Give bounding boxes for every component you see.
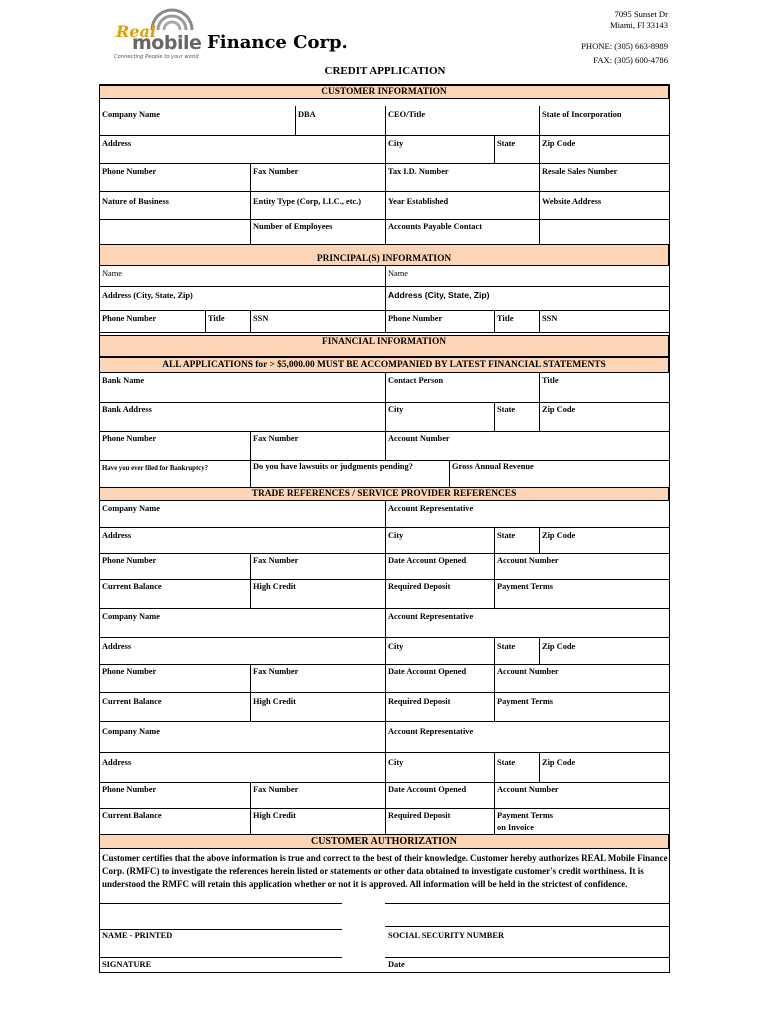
- nature-of-business-field[interactable]: Nature of Business: [102, 197, 169, 206]
- ap-contact-field[interactable]: Accounts Payable Contact: [388, 222, 482, 231]
- city-field[interactable]: City: [388, 139, 404, 148]
- phone-field[interactable]: Phone Number: [102, 167, 157, 176]
- website-field[interactable]: Website Address: [542, 197, 602, 206]
- ref2-phone[interactable]: Phone Number: [102, 667, 157, 676]
- ref3-on-invoice: on Invoice: [497, 823, 534, 832]
- tax-id-field[interactable]: Tax I.D. Number: [388, 167, 449, 176]
- principal-2-name[interactable]: Name: [388, 269, 408, 278]
- ref3-required-deposit[interactable]: Required Deposit: [388, 811, 451, 820]
- financial-notice: ALL APPLICATIONS for > $5,000.00 MUST BE ACCOMPANIED BY LATEST FINANCIAL STATEMENTS: [99, 357, 669, 373]
- ref1-payment-terms[interactable]: Payment Terms: [497, 582, 554, 591]
- ref1-address[interactable]: Address: [102, 531, 132, 540]
- ref2-account-number[interactable]: Account Number: [497, 667, 559, 676]
- logo: [112, 8, 204, 60]
- bank-zip-field[interactable]: Zip Code: [542, 405, 576, 414]
- ref1-required-deposit[interactable]: Required Deposit: [388, 582, 451, 591]
- ref1-account-number[interactable]: Account Number: [497, 556, 559, 565]
- state-of-incorporation-field[interactable]: State of Incorporation: [542, 110, 622, 119]
- ref1-fax[interactable]: Fax Number: [253, 556, 299, 565]
- zip-field[interactable]: Zip Code: [542, 139, 576, 148]
- principal-2-title[interactable]: Title: [497, 314, 514, 323]
- bank-city-field[interactable]: City: [388, 405, 404, 414]
- principal-1-address[interactable]: Address (City, State, Zip): [102, 291, 193, 300]
- company-fax: FAX: (305) 600-4786: [593, 55, 668, 65]
- ref3-city[interactable]: City: [388, 758, 404, 767]
- ref2-account-rep[interactable]: Account Representative: [388, 612, 474, 621]
- bank-address-field[interactable]: Bank Address: [102, 405, 152, 414]
- lawsuits-question[interactable]: Do you have lawsuits or judgments pending?: [253, 462, 413, 471]
- ref2-high-credit[interactable]: High Credit: [253, 697, 296, 706]
- ref2-company-name[interactable]: Company Name: [102, 612, 160, 621]
- ref2-date-opened[interactable]: Date Account Opened: [388, 667, 467, 676]
- ref1-state[interactable]: State: [497, 531, 516, 540]
- year-established-field[interactable]: Year Established: [388, 197, 449, 206]
- bank-fax-field[interactable]: Fax Number: [253, 434, 299, 443]
- bank-contact-field[interactable]: Contact Person: [388, 376, 444, 385]
- principal-1-name[interactable]: Name: [102, 269, 122, 278]
- ref3-payment-terms[interactable]: Payment Terms: [497, 811, 554, 820]
- fax-field[interactable]: Fax Number: [253, 167, 299, 176]
- section-principals: PRINCIPAL(S) INFORMATION: [99, 244, 669, 266]
- entity-type-field[interactable]: Entity Type (Corp, LLC., etc.): [253, 197, 362, 206]
- ref2-zip[interactable]: Zip Code: [542, 642, 576, 651]
- state-field[interactable]: State: [497, 139, 516, 148]
- ref2-fax[interactable]: Fax Number: [253, 667, 299, 676]
- bank-phone-field[interactable]: Phone Number: [102, 434, 157, 443]
- company-name-field[interactable]: Company Name: [102, 110, 160, 119]
- resale-number-field[interactable]: Resale Sales Number: [542, 167, 618, 176]
- bank-state-field[interactable]: State: [497, 405, 516, 414]
- company-phone: PHONE: (305) 663-8989: [581, 41, 668, 51]
- bank-name-field[interactable]: Bank Name: [102, 376, 145, 385]
- dba-field[interactable]: DBA: [298, 110, 316, 119]
- ref1-high-credit[interactable]: High Credit: [253, 582, 296, 591]
- logo-tagline: Connecting People to your world: [114, 54, 199, 60]
- ref3-address[interactable]: Address: [102, 758, 132, 767]
- ref2-payment-terms[interactable]: Payment Terms: [497, 697, 554, 706]
- principal-2-phone[interactable]: Phone Number: [388, 314, 443, 323]
- ceo-title-field[interactable]: CEO/Title: [388, 110, 426, 119]
- principal-1-ssn[interactable]: SSN: [253, 314, 269, 323]
- date-field[interactable]: Date: [388, 960, 405, 969]
- ref3-account-rep[interactable]: Account Representative: [388, 727, 474, 736]
- ref3-current-balance[interactable]: Current Balance: [102, 811, 162, 820]
- ref1-date-opened[interactable]: Date Account Opened: [388, 556, 467, 565]
- name-printed-field[interactable]: NAME - PRINTED: [102, 931, 173, 940]
- logo-real: Real: [116, 22, 156, 41]
- document-title: CREDIT APPLICATION: [324, 65, 446, 77]
- logo-mobile: mobile: [132, 32, 202, 54]
- bank-contact-title-field[interactable]: Title: [542, 376, 559, 385]
- ref2-required-deposit[interactable]: Required Deposit: [388, 697, 451, 706]
- ref2-address[interactable]: Address: [102, 642, 132, 651]
- bankruptcy-question[interactable]: Have you ever filed for Bankruptcy?: [102, 465, 209, 472]
- ref3-fax[interactable]: Fax Number: [253, 785, 299, 794]
- ref3-company-name[interactable]: Company Name: [102, 727, 160, 736]
- address-line-2: Miami, Fl 33143: [609, 20, 668, 30]
- ref1-city[interactable]: City: [388, 531, 404, 540]
- ref3-phone[interactable]: Phone Number: [102, 785, 157, 794]
- ref3-account-number[interactable]: Account Number: [497, 785, 559, 794]
- ref2-state[interactable]: State: [497, 642, 516, 651]
- ref3-zip[interactable]: Zip Code: [542, 758, 576, 767]
- ref3-date-opened[interactable]: Date Account Opened: [388, 785, 467, 794]
- gross-revenue-field[interactable]: Gross Annual Revenue: [452, 462, 534, 471]
- section-financial: FINANCIAL INFORMATION: [99, 335, 669, 357]
- authorization-text: Customer certifies that the above information is true and correct to the best of their knowledge. Customer hereby authorizes REAL Mobile Finance Corp. (RMFC) to investigate the references herein listed or statements or other data obtained to investigate customer's credit worthiness. It is understood the RMFC will retain this application whether or not it is approved. All information will be held in the strictest of confidence.: [102, 853, 668, 890]
- principal-1-title[interactable]: Title: [208, 314, 225, 323]
- section-authorization: CUSTOMER AUTHORIZATION: [99, 834, 669, 849]
- company-name: Finance Corp.: [207, 32, 348, 53]
- principal-2-ssn[interactable]: SSN: [542, 314, 558, 323]
- bank-account-number-field[interactable]: Account Number: [388, 434, 450, 443]
- address-field[interactable]: Address: [102, 139, 132, 148]
- employees-field[interactable]: Number of Employees: [253, 222, 333, 231]
- ref3-state[interactable]: State: [497, 758, 516, 767]
- ref2-current-balance[interactable]: Current Balance: [102, 697, 162, 706]
- signature-field[interactable]: SIGNATURE: [102, 960, 152, 969]
- ref1-company-name[interactable]: Company Name: [102, 504, 160, 513]
- ref1-account-rep[interactable]: Account Representative: [388, 504, 474, 513]
- address-line-1: 7095 Sunset Dr: [614, 9, 668, 19]
- ref2-city[interactable]: City: [388, 642, 404, 651]
- section-trade-references: TRADE REFERENCES / SERVICE PROVIDER REFERENCES: [99, 487, 669, 501]
- principal-2-address[interactable]: Address (City, State, Zip): [388, 290, 490, 300]
- ref1-phone[interactable]: Phone Number: [102, 556, 157, 565]
- ref3-high-credit[interactable]: High Credit: [253, 811, 296, 820]
- ref1-current-balance[interactable]: Current Balance: [102, 582, 162, 591]
- ssn-field[interactable]: SOCIAL SECURITY NUMBER: [388, 931, 505, 940]
- ref1-zip[interactable]: Zip Code: [542, 531, 576, 540]
- principal-1-phone[interactable]: Phone Number: [102, 314, 157, 323]
- section-customer-info: CUSTOMER INFORMATION: [99, 85, 669, 99]
